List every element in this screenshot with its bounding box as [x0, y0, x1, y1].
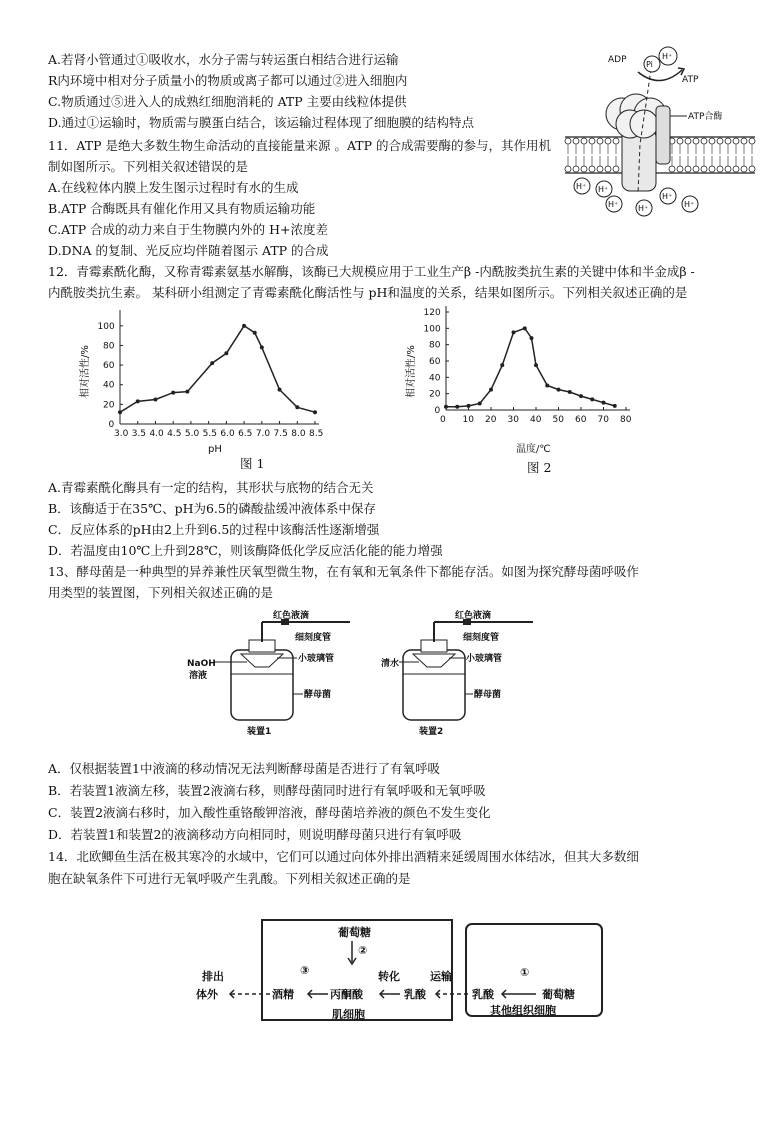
data-point [185, 390, 189, 394]
glucose-label: 葡萄糖 [338, 926, 371, 939]
q11-option-b: B.ATP 合酶既具有催化作用又具有物质运输功能 [48, 201, 316, 216]
h-ion-label: H⁺ [662, 192, 673, 201]
h-ion-label: H⁺ [576, 182, 587, 191]
step2-label: ② [358, 944, 368, 957]
q14-stem-line1: 14．北欧鲫鱼生活在极其寒冷的水域中，它们可以通过向体外排出酒精来延缓周围水体结冰，但其大多数细 [48, 849, 639, 864]
h-ion-label: H⁺ [598, 185, 609, 194]
x-tick-label: 6.5 [238, 429, 253, 439]
data-point [557, 388, 561, 392]
q11-stem-line2: 制如图所示。下列相关叙述错误的是 [48, 159, 249, 174]
y-tick-label: 40 [103, 380, 115, 391]
data-point [278, 388, 282, 392]
excrete-label: 排出 [202, 970, 224, 983]
x-tick-label: 3.5 [131, 429, 147, 439]
y-tick-label: 100 [423, 324, 441, 335]
q11-option-d: D.DNA 的复制、光反应均伴随着图示 ATP 的合成 [48, 243, 329, 258]
x-tick-label: 40 [530, 415, 542, 425]
ph-activity-chart [80, 306, 340, 454]
other-cell-box [466, 924, 602, 1016]
data-point [579, 394, 583, 398]
data-point [590, 397, 594, 401]
drop-label: 红色液滴 [455, 611, 492, 621]
x-tick-label: 5.0 [184, 429, 200, 439]
data-point [489, 388, 493, 392]
chart2-caption: 图 2 [527, 460, 552, 475]
q13-stem-line1: 13、酵母菌是一种典型的异养兼性厌氧型微生物，在有氧和无氧条件下都能存活。如图为探究酵母菌呼吸作 [48, 564, 639, 579]
chart2-xlabel: 温度/℃ [516, 444, 551, 455]
data-point [534, 363, 538, 367]
x-tick-label: 4.5 [167, 429, 182, 439]
q12-option-c: C．反应体系的pH由2上升到6.5的过程中该酶活性逐渐增强 [48, 522, 380, 537]
atp-synthase-figure [560, 44, 760, 219]
data-point [295, 405, 299, 409]
q13-option-d: D．若装置1和装置2的液滴移动方向相同时，则说明酵母菌只进行有氧呼吸 [48, 827, 462, 842]
x-tick-label: 7.5 [273, 429, 288, 439]
device-name: 装置2 [419, 727, 444, 737]
h-label-top: H⁺ [662, 52, 673, 61]
h-ion-label: H⁺ [608, 200, 619, 209]
q10-option-d: D.通过①运输时，物质需与膜蛋白结合，该运输过程体现了细胞膜的结构特点 [48, 115, 475, 130]
step3-label: ③ [300, 964, 310, 977]
data-point [136, 399, 140, 403]
data-point [467, 404, 471, 408]
data-point [224, 351, 228, 355]
data-point [253, 331, 257, 335]
temperature-activity-chart [406, 306, 646, 454]
pyruvate-label: 丙酮酸 [330, 988, 363, 1001]
y-tick-label: 100 [97, 321, 115, 332]
liquid-label-1: NaOH [187, 659, 216, 669]
series-line [120, 326, 315, 412]
device-name: 装置1 [247, 727, 272, 737]
liquid-label: 清水 [381, 659, 400, 669]
pi-label: Pi [646, 60, 653, 69]
adp-label: ADP [608, 55, 627, 65]
tube-label: 细刻度管 [295, 633, 332, 643]
transport-label: 运输 [430, 970, 452, 983]
step1-label: ① [520, 966, 530, 979]
y-tick-label: 60 [103, 361, 115, 372]
q13-option-a: A．仅根据装置1中液滴的移动情况无法判断酵母菌是否进行了有氧呼吸 [48, 761, 440, 776]
y-tick-label: 40 [429, 373, 441, 384]
q10-option-c: C.物质通过⑤进入人的成熟红细胞消耗的 ATP 主要由线粒体提供 [48, 94, 407, 109]
x-tick-label: 20 [485, 415, 497, 425]
data-point [153, 397, 157, 401]
q12-option-d: D．若温度由10℃上升到28℃，则该酶降低化学反应活化能的能力增强 [48, 543, 443, 558]
drop-label: 红色液滴 [273, 611, 310, 621]
chart1-caption: 图 1 [240, 456, 265, 471]
q14-stem-line2: 胞在缺氧条件下可进行无氧呼吸产生乳酸。下列相关叙述正确的是 [48, 871, 411, 886]
y-tick-label: 20 [429, 389, 441, 400]
y-tick-label: 60 [429, 357, 441, 367]
y-tick-label: 80 [103, 341, 115, 352]
fish-metabolism-diagram [190, 914, 610, 1026]
chart2-ylabel: 相对活性/% [406, 345, 417, 398]
data-point [171, 391, 175, 395]
yeast-label: 酵母菌 [304, 690, 332, 700]
glass-label: 小玻璃管 [298, 654, 335, 664]
q12-option-b: B．该酶适于在35℃、pH为6.5的磷酸盐缓冲液体系中保存 [48, 501, 376, 516]
data-point [613, 404, 617, 408]
data-point [313, 410, 317, 414]
q11-stem-line1: 11．ATP 是绝大多数生物生命活动的直接能量来源 。ATP 的合成需要酶的参与，其作用机 [48, 138, 552, 153]
glucose2-label: 葡萄糖 [542, 988, 575, 1001]
convert-label: 转化 [378, 970, 400, 983]
y-tick-label: 80 [429, 340, 441, 351]
lactic2-label: 乳酸 [472, 988, 494, 1001]
x-tick-label: 30 [507, 415, 519, 425]
data-point [455, 405, 459, 409]
data-point [512, 330, 516, 334]
data-point [545, 384, 549, 388]
chart1-xlabel: pH [208, 444, 222, 455]
data-point [523, 326, 527, 330]
atp-label: ATP [682, 75, 699, 85]
data-point [602, 401, 606, 405]
enzyme-label: ATP合酶 [688, 112, 723, 122]
q10-option-b: R内环境中相对分子质量小的物质或离子都可以通过②进入细胞内 [48, 73, 408, 88]
x-tick-label: 8.0 [291, 429, 306, 439]
q11-option-a: A.在线粒体内膜上发生图示过程时有水的生成 [48, 180, 299, 195]
synthesis-arrow [638, 70, 682, 81]
ethanol-label: 酒精 [272, 988, 294, 1001]
chart1-ylabel: 相对活性/% [80, 345, 91, 398]
h-ion-label: H⁺ [684, 200, 695, 209]
enzyme-side [656, 106, 670, 164]
y-tick-label: 20 [103, 400, 115, 411]
q13-option-c: C．装置2液滴右移时，加入酸性重铬酸钾溶液，酵母菌培养液的颜色不发生变化 [48, 805, 491, 820]
data-point [118, 410, 122, 414]
x-tick-label: 5.5 [202, 429, 217, 439]
lactic-label: 乳酸 [404, 988, 426, 1001]
x-tick-label: 60 [575, 415, 587, 425]
q12-stem-line2: 内酰胺类抗生素。 某科研小组测定了青霉素酰化酶活性与 pH和温度的关系，结果如图所示。下列相关叙述正确的是 [48, 285, 688, 300]
q11-option-c: C.ATP 合成的动力来自于生物膜内外的 H+浓度差 [48, 222, 329, 237]
tube-label: 细刻度管 [463, 633, 500, 643]
muscle-label: 肌细胞 [332, 1008, 365, 1021]
x-tick-label: 0 [440, 415, 446, 425]
x-tick-label: 70 [597, 415, 609, 425]
q12-option-a: A.青霉素酰化酶具有一定的结构，其形状与底物的结合无关 [48, 480, 374, 495]
glass-label: 小玻璃管 [466, 654, 503, 664]
data-point [242, 324, 246, 328]
liquid-label-2: 溶液 [189, 671, 208, 681]
h-ion-label: H⁺ [638, 204, 649, 213]
x-tick-label: 7.0 [255, 429, 271, 439]
q12-stem-line1: 12．青霉素酰化酶，又称青霉素氨基水解酶，该酶已大规模应用于工业生产β -内酰胺类抗生素的关键中体和半金成β - [48, 264, 695, 279]
outside-label: 体外 [196, 988, 218, 1001]
other-label: 其他组织细胞 [490, 1004, 556, 1017]
x-tick-label: 4.0 [149, 429, 164, 439]
x-tick-label: 80 [620, 415, 632, 425]
device-1 [185, 612, 355, 740]
x-tick-label: 6.0 [220, 429, 235, 439]
data-point [478, 401, 482, 405]
q13-option-b: B．若装置1液滴左移，装置2液滴右移，则酵母菌同时进行有氧呼吸和无氧呼吸 [48, 783, 486, 798]
data-point [530, 336, 534, 340]
device-2 [383, 612, 553, 740]
y-tick-label: 0 [434, 406, 441, 416]
data-point [500, 363, 504, 367]
x-tick-label: 8.5 [309, 429, 324, 439]
series-line [446, 328, 615, 406]
y-tick-label: 120 [423, 308, 441, 318]
x-tick-label: 3.0 [114, 429, 129, 439]
data-point [568, 390, 572, 394]
x-tick-label: 10 [462, 415, 474, 425]
q10-option-a: A.若肾小管通过①吸收水，水分子需与转运蛋白相结合进行运输 [48, 52, 399, 67]
x-tick-label: 50 [552, 415, 564, 425]
data-point [260, 345, 264, 349]
data-point [444, 405, 448, 409]
data-point [210, 361, 214, 365]
y-tick-label: 0 [108, 420, 115, 430]
yeast-label: 酵母菌 [474, 690, 502, 700]
q13-stem-line2: 用类型的装置图，下列相关叙述正确的是 [48, 585, 274, 600]
